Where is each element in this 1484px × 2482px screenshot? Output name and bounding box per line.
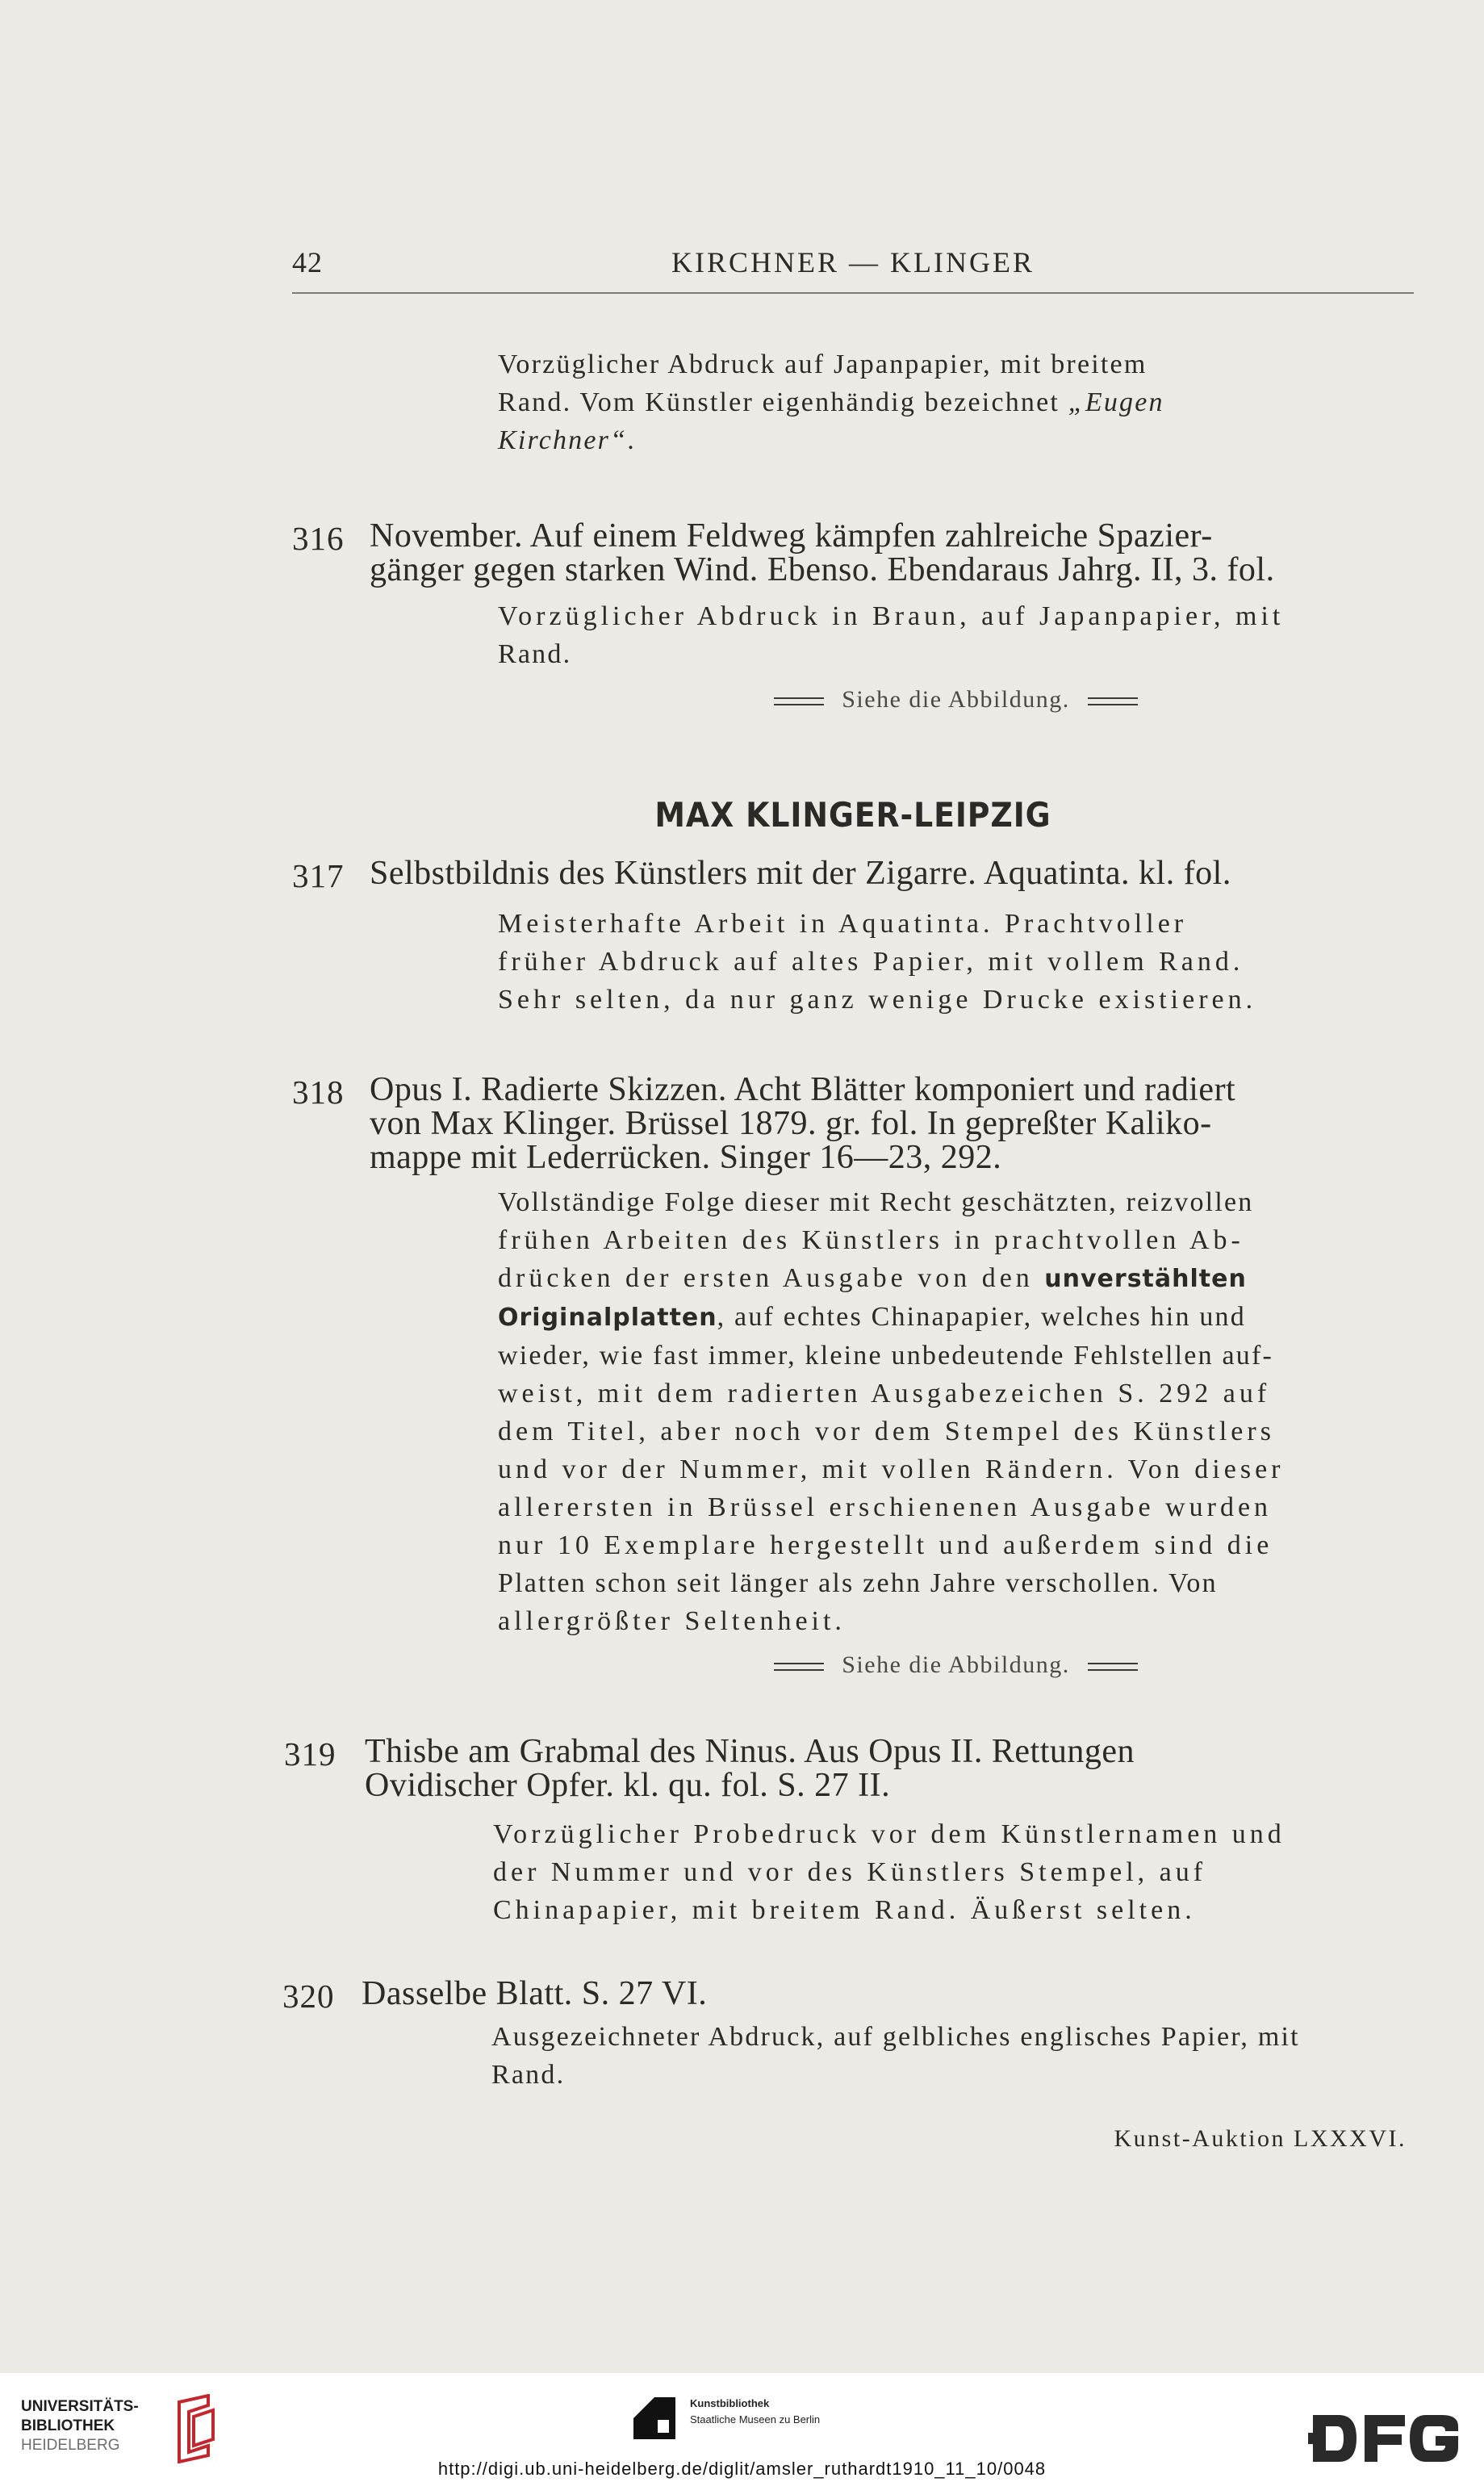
text-line: und vor der Nummer, mit vollen Rändern. Von dieser: [498, 1454, 1285, 1484]
text-line: früher Abdruck auf altes Papier, mit vollem Rand.: [498, 947, 1244, 977]
entry-number: 320: [282, 1978, 335, 2015]
entry-number: 319: [284, 1735, 337, 1773]
text-line: dem Titel, aber noch vor dem Stempel des Künstlers: [498, 1417, 1275, 1446]
heidelberg-mark-icon: [173, 2394, 218, 2463]
title-line: Opus I. Radierte Skizzen. Acht Blätter komponiert und radiert: [370, 1071, 1236, 1108]
text-line: allerersten in Brüssel erschienenen Ausgabe wurden: [498, 1492, 1273, 1522]
kunstbibliothek-logo[interactable]: [633, 2394, 876, 2442]
text-line: nur 10 Exemplare hergestellt und außerdem sind die: [498, 1530, 1273, 1560]
text-line: wieder, wie fast immer, kleine unbedeutende Fehlstellen auf-: [498, 1341, 1274, 1371]
spaced-emphasis: Originalplatten: [498, 1304, 717, 1332]
figure-reference: Siehe die Abbildung.: [498, 1651, 1414, 1679]
double-rule-icon: [1088, 1663, 1138, 1671]
italic-signature: „Eugen: [1068, 387, 1164, 417]
double-rule-icon: [774, 697, 824, 705]
entry-description: [498, 597, 1414, 673]
double-rule-icon: [774, 1663, 824, 1671]
title-line: Ovidischer Opfer. kl. qu. fol. S. 27 II.: [365, 1767, 891, 1804]
entry-description: [493, 1815, 1407, 1929]
italic-signature: Kirchner“: [498, 425, 628, 455]
kunstbibliothek-name: Kunstbibliothek Staatliche Museen zu Berlin: [690, 2397, 821, 2425]
text-line: Rand.: [491, 2060, 566, 2090]
double-rule-icon: [1088, 697, 1138, 705]
entry-number: 317: [292, 857, 345, 894]
university-library-logo[interactable]: [21, 2394, 215, 2467]
header-rule: [292, 292, 1414, 294]
spaced-emphasis: unverstählten: [1044, 1265, 1247, 1293]
text-line: Platten schon seit länger als zehn Jahre verschollen. Von: [498, 1568, 1218, 1598]
page-number: 42: [292, 246, 323, 278]
title-line: gänger gegen starken Wind. Ebenso. Ebendaraus Jahrg. II, 3. fol.: [370, 551, 1275, 588]
entry-title: [365, 1735, 1407, 1802]
entry-number: 316: [292, 520, 345, 557]
text-line: Vorzüglicher Probedruck vor dem Künstlernamen und: [493, 1819, 1285, 1849]
text-line: frühen Arbeiten des Künstlers in prachtvollen Ab-: [498, 1225, 1244, 1255]
permalink-url[interactable]: http://digi.ub.uni-heidelberg.de/diglit/amsler_ruthardt1910_11_10/0048: [437, 2459, 1047, 2479]
text-line: Chinapapier, mit breitem Rand. Äußerst selten.: [493, 1895, 1196, 1925]
entry-description: [491, 2018, 1406, 2094]
digitization-footer: [0, 2373, 1484, 2482]
entry-title: [370, 856, 1414, 890]
running-head: KIRCHNER — KLINGER: [671, 246, 1035, 278]
entry-description: [498, 1183, 1414, 1640]
text-line: der Nummer und vor des Künstlers Stempel, auf: [493, 1857, 1207, 1887]
text-line: Meisterhafte Arbeit in Aquatinta. Prachtvoller: [498, 909, 1188, 939]
catalog-mark: Kunst-Auktion LXXXVI.: [1114, 2125, 1407, 2152]
text-line: Originalplatten, auf echtes Chinapapier, welches hin und: [498, 1302, 1246, 1332]
title-line: November. Auf einem Feldweg kämpfen zahlreiche Spazier-: [370, 517, 1213, 555]
text-line: Vollständige Folge dieser mit Recht geschätzten, reizvollen: [498, 1187, 1254, 1217]
text-line: Vorzüglicher Abdruck in Braun, auf Japanpapier, mit: [498, 601, 1285, 631]
title-line: Selbstbildnis des Künstlers mit der Zigarre. Aquatinta. kl. fol.: [370, 855, 1231, 892]
entry-title: [370, 519, 1414, 587]
section-heading: MAX KLINGER-LEIPZIG: [654, 795, 1051, 835]
text-line: Sehr selten, da nur ganz wenige Drucke existieren.: [498, 985, 1257, 1015]
kunstbibliothek-icon: [633, 2397, 675, 2439]
text-line: allergrößter Seltenheit.: [498, 1606, 846, 1636]
carryover-description: [498, 345, 1414, 459]
text-line: Kirchner“.: [498, 425, 636, 455]
entry-title: [370, 1073, 1414, 1174]
entry-number: 318: [292, 1074, 345, 1111]
title-line: Thisbe am Grabmal des Ninus. Aus Opus II. Rettungen: [365, 1733, 1135, 1770]
title-line: von Max Klinger. Brüssel 1879. gr. fol. In gepreßter Kaliko-: [370, 1105, 1212, 1142]
entry-title: [362, 1977, 1404, 2011]
text-line: Rand.: [498, 639, 572, 669]
university-library-name: UNIVERSITÄTS- BIBLIOTHEK HEIDELBERG: [21, 2398, 139, 2454]
text-line: Rand. Vom Künstler eigenhändig bezeichnet „Eugen: [498, 387, 1164, 417]
page-header: [292, 239, 1414, 297]
title-line: mappe mit Lederrücken. Singer 16—23, 292.: [370, 1139, 1002, 1176]
entry-description: [498, 905, 1414, 1019]
text-line: weist, mit dem radierten Ausgabezeichen S. 292 auf: [498, 1379, 1271, 1408]
title-line: Dasselbe Blatt. S. 27 VI.: [362, 1975, 708, 2012]
text-line: Vorzüglicher Abdruck auf Japanpapier, mit breitem: [498, 349, 1147, 379]
text-line: Ausgezeichneter Abdruck, auf gelbliches englisches Papier, mit: [491, 2022, 1300, 2052]
text-line: drücken der ersten Ausgabe von den unverstählten: [498, 1263, 1247, 1293]
figure-reference: Siehe die Abbildung.: [498, 686, 1414, 714]
